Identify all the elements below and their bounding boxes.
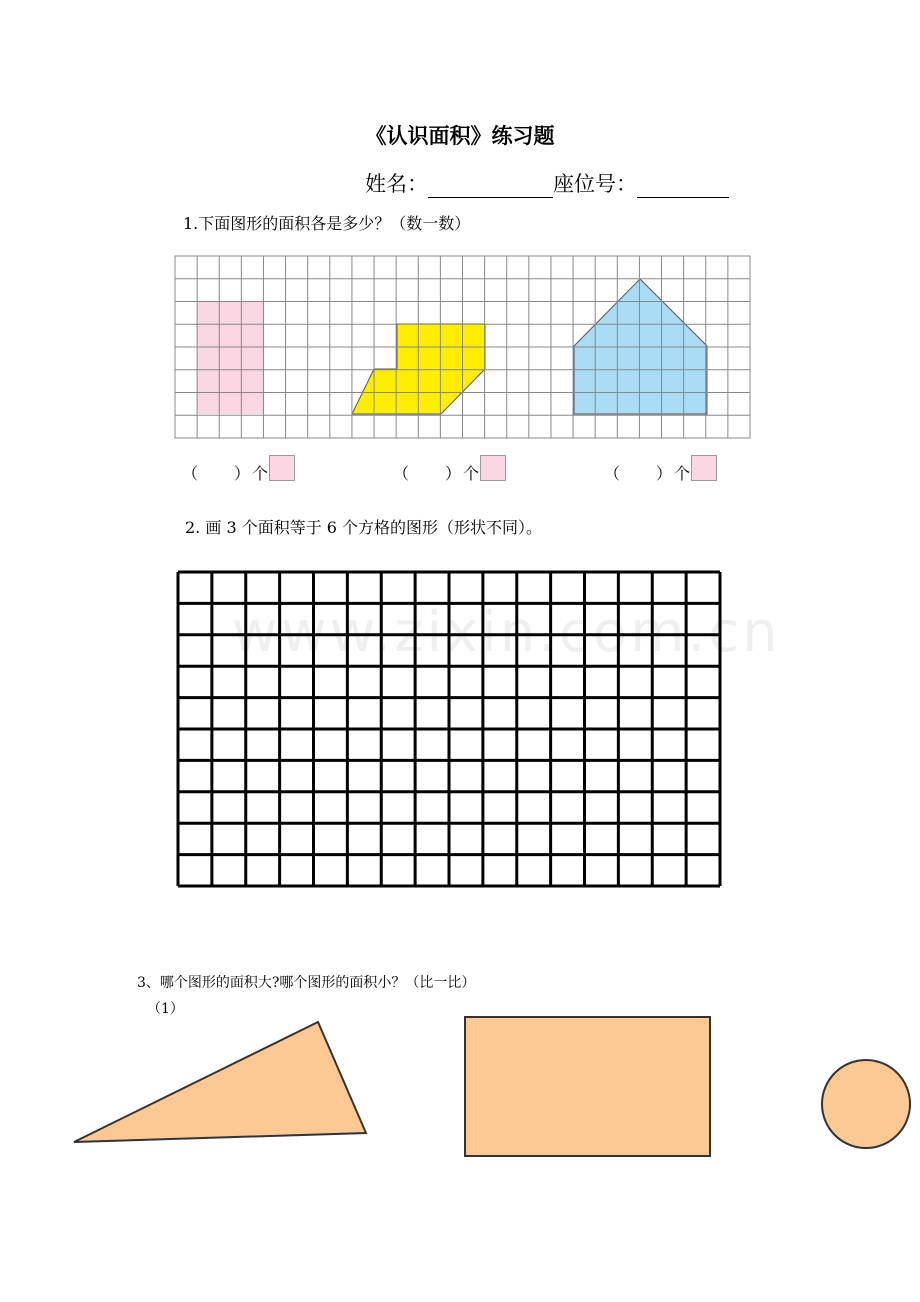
unit-square-icon — [480, 455, 506, 481]
circle-shape — [822, 1060, 910, 1148]
question-3-sub-label: （1） — [147, 1001, 184, 1017]
unit-square-icon — [691, 455, 717, 481]
question-3-prompt: 3、哪个图形的面积大?哪个图形的面积小？（比一比） — [137, 975, 476, 991]
question-1-prompt: 1.下面图形的面积各是多少？（数一数） — [183, 214, 471, 233]
unit-square-icon — [269, 455, 295, 481]
rectangle-shape — [465, 1017, 710, 1156]
triangle-shape — [74, 1022, 366, 1142]
watermark: www.zixin.com.cn — [232, 600, 781, 665]
answer-2: （ ） 个 — [393, 455, 506, 484]
answer-1: （ ） 个 — [182, 455, 295, 484]
question-1-grid — [175, 256, 750, 438]
name-label: 姓名： — [365, 172, 428, 196]
page-title: 《认识面积》练习题 — [365, 123, 555, 148]
seat-label: 座位号： — [553, 172, 637, 196]
question-2-prompt: 2. 画 3 个面积等于 6 个方格的图形（形状不同）。 — [185, 518, 543, 537]
answer-3: （ ） 个 — [604, 455, 717, 484]
pink-rectangle-shape — [197, 301, 264, 414]
